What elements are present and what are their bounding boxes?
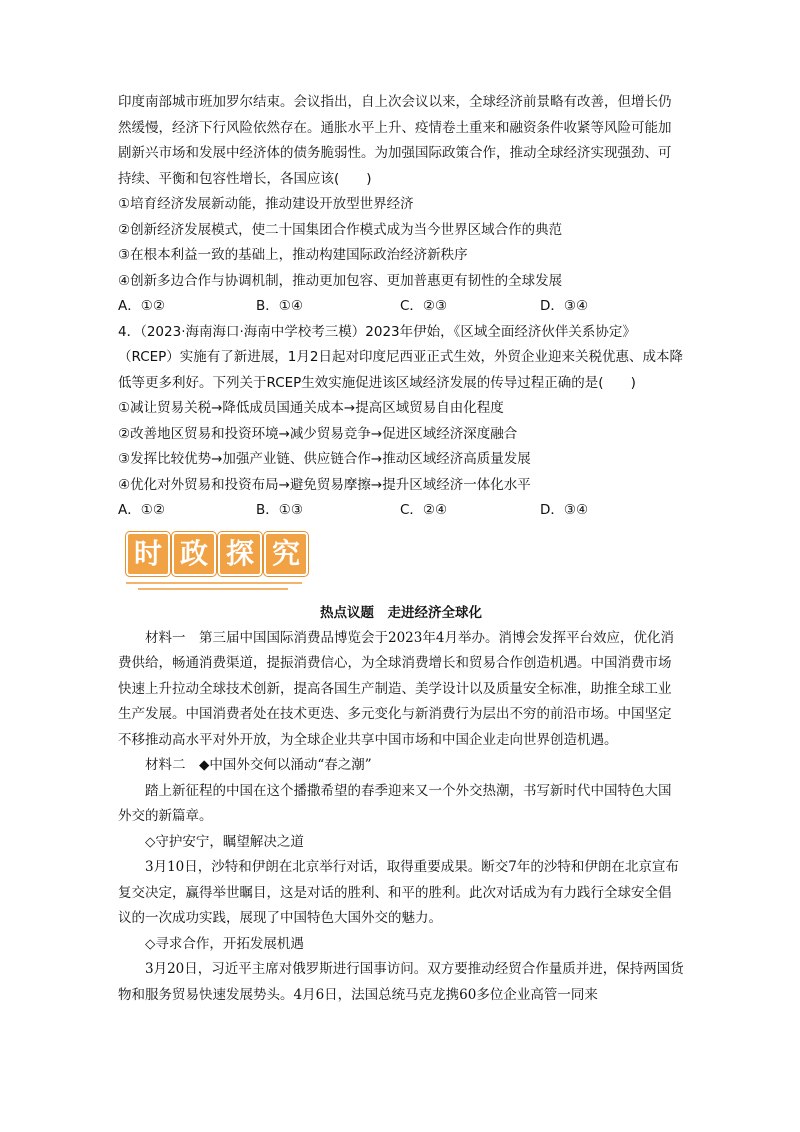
question-3-option-1: ①培育经济发展新动能，推动建设开放型世界经济 xyxy=(118,196,414,212)
choice-c: C．②③ xyxy=(400,298,448,314)
choice-a: A．①② xyxy=(118,502,165,518)
material-2-heading: 材料二 ◆中国外交何以涌动“春之潮” xyxy=(145,757,372,773)
choice-d: D．③④ xyxy=(540,502,589,518)
question-3-choices xyxy=(118,294,684,320)
question-4-option-3: ③发挥比较优势→加强产业链、供应链合作→推动区域经济高质量发展 xyxy=(118,451,531,467)
choice-b: B．①④ xyxy=(256,298,303,314)
banner-tiles xyxy=(126,532,310,576)
document-content xyxy=(118,90,684,1008)
question-3-option-4: ④创新多边合作与协调机制，推动更加包容、更加普惠更有韧性的全球发展 xyxy=(118,272,563,289)
choice-c: C．②④ xyxy=(400,502,448,518)
banner-tile: 时 xyxy=(126,532,170,576)
question-4-stem: 4．（2023·海南海口·海南中学校考三模）2023年伊始，《区域全面经济伙伴关系协定》（RCEP）实施有了新进展，1月2日起对印度尼西亚正式生效，外贸企业迎来关税优惠、成本降低等更多利好。下列关于RCEP生效实施促进该区域经济发展的传导过程正确的是( ) xyxy=(118,323,683,391)
question-4-option-4: ④优化对外贸易和投资布局→避免贸易摩擦→提升区域经济一体化水平 xyxy=(118,476,531,493)
question-4-option-1: ①减让贸易关税→降低成员国通关成本→提高区域贸易自由化程度 xyxy=(118,400,504,416)
banner-underline xyxy=(126,582,302,584)
subheading-1: ◇守护安宁，瞩望解决之道 xyxy=(145,833,304,850)
choice-b: B．①③ xyxy=(256,502,303,518)
paragraph-2: 3月20日，习近平主席对俄罗斯进行国事访问。双方要推动经贸合作量质并进，保持两国货物和服务贸易快速发展势头。4月6日，法国总统马克龙携60多位企业高管一同来 xyxy=(118,961,684,1003)
material-1: 材料一 第三届中国国际消费品博览会于2023年4月举办。消博会发挥平台效应，优化消费供给，畅通消费渠道，提振消费信心，为全球消费增长和贸易合作创造机遇。中国消费市场快速上升拉动全球技术创新，提高各国生产制造、美学设计以及质量安全标准，助推全球工业生产发展。中国消费者处在技术更迭、多元变化与新消费行为层出不穷的前沿市场。中国坚定不移推动高水平对外开放，为全球企业共享中国市场和中国企业走向世界创造机遇。 xyxy=(118,629,674,748)
banner-tile: 政 xyxy=(172,532,216,576)
section-banner xyxy=(118,526,684,598)
banner-tile: 探 xyxy=(218,532,262,576)
question-3-option-3: ③在根本利益一致的基础上，推动构建国际政治经济新秩序 xyxy=(118,247,468,263)
paragraph-1: 3月10日，沙特和伊朗在北京举行对话，取得重要成果。断交7年的沙特和伊朗在北京宣布复交决定，赢得举世瞩目，这是对话的胜利、和平的胜利。此次对话成为有力践行全球安全倡议的一次成功实践，展现了中国特色大国外交的魅力。 xyxy=(118,859,679,926)
banner-underline xyxy=(138,588,288,590)
choice-d: D．③④ xyxy=(540,298,589,314)
question-4-option-2: ②改善地区贸易和投资环境→减少贸易竞争→促进区域经济深度融合 xyxy=(118,425,518,442)
question-3-option-2: ②创新经济发展模式，使二十国集团合作模式成为当今世界区域合作的典范 xyxy=(118,221,563,238)
subheading-2: ◇寻求合作，开拓发展机遇 xyxy=(145,935,304,952)
choice-a: A．①② xyxy=(118,298,165,314)
banner-tile: 究 xyxy=(264,532,308,576)
section-title: 热点议题 走进经济全球化 xyxy=(320,604,482,621)
material-2-intro: 踏上新征程的中国在这个播撒希望的春季迎来又一个外交热潮，书写新时代中国特色大国外交的新篇章。 xyxy=(118,782,672,824)
question-3-stem: 印度南部城市班加罗尔结束。会议指出，自上次会议以来，全球经济前景略有改善，但增长仍然缓慢，经济下行风险依然存在。通胀水平上升、疫情卷土重来和融资条件收紧等风险可能加剧新兴市场和发展中经济体的债务脆弱性。为加强国际政策合作，推动全球经济实现强劲、可持续、平衡和包容性增长，各国应该( ) xyxy=(118,94,672,187)
question-4-choices xyxy=(118,498,684,524)
